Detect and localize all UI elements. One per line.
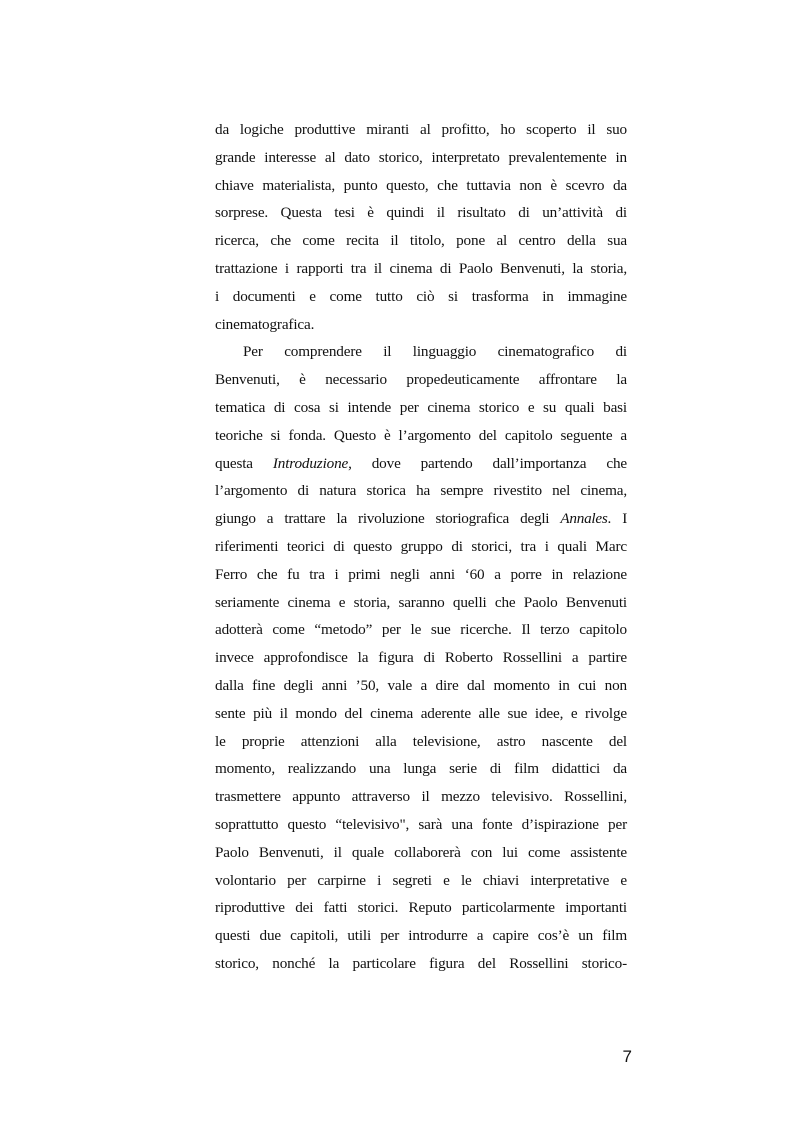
text-segment: riferimenti teorici di questo gruppo di storici, tra i quali Marc (215, 537, 627, 555)
text-segment: Benvenuti, è necessario propedeuticamente affrontare la (215, 371, 627, 389)
text-line (215, 366, 627, 394)
text-line (215, 839, 627, 867)
text-line (215, 728, 627, 756)
text-segment: seriamente cinema e storia, saranno quelli che Paolo Benvenuti (215, 593, 627, 611)
text-line (215, 450, 627, 478)
text-segment: i documenti e come tutto ciò si trasforma in immagine (215, 287, 627, 305)
text-line (215, 700, 627, 728)
text-segment: riproduttive dei fatti storici. Reputo particolarmente importanti (215, 899, 627, 917)
text-line (215, 589, 627, 617)
text-line (215, 533, 627, 561)
text-segment: . I (607, 510, 627, 528)
text-segment: soprattutto questo “televisivo", sarà una fonte d’ispirazione per (215, 815, 627, 833)
italic-text: Annales (560, 510, 608, 528)
text-line (215, 867, 627, 895)
text-line (215, 144, 627, 172)
text-line (215, 561, 627, 589)
text-line (215, 783, 627, 811)
text-line (215, 922, 627, 950)
text-segment: trasmettere appunto attraverso il mezzo televisivo. Rossellini, (215, 788, 627, 806)
text-line (215, 255, 627, 283)
text-line (215, 199, 627, 227)
text-line (215, 477, 627, 505)
text-line (215, 311, 627, 339)
text-segment: adotterà come “metodo” per le sue ricerche. Il terzo capitolo (215, 621, 627, 639)
text-line (215, 950, 627, 978)
text-line (215, 616, 627, 644)
text-segment: momento, realizzando una lunga serie di film didattici da (215, 760, 627, 778)
text-line (215, 394, 627, 422)
text-segment: , dove partendo dall’importanza che (348, 454, 627, 472)
text-segment: le proprie attenzioni alla televisione, astro nascente del (215, 732, 627, 750)
text-line (215, 644, 627, 672)
text-segment: cinematografica. (215, 315, 315, 333)
text-segment: dalla fine degli anni ’50, vale a dire dal momento in cui non (215, 676, 627, 694)
text-segment: sorprese. Questa tesi è quindi il risultato di un’attività di (215, 204, 627, 222)
text-segment: da logiche produttive miranti al profitto, ho scoperto il suo (215, 121, 627, 138)
text-line (215, 422, 627, 450)
text-segment: Paolo Benvenuti, il quale collaborerà con lui come assistente (215, 843, 627, 861)
text-segment: teoriche si fonda. Questo è l’argomento del capitolo seguente a (215, 426, 627, 444)
text-segment: Ferro che fu tra i primi negli anni ‘60 a porre in relazione (215, 565, 627, 583)
text-line (215, 894, 627, 922)
text-segment: grande interesse al dato storico, interpretato prevalentemente in (215, 148, 627, 166)
text-segment: invece approfondisce la figura di Roberto Rossellini a partire (215, 649, 627, 667)
text-segment: l’argomento di natura storica ha sempre rivestito nel cinema, (215, 482, 627, 500)
italic-text: Introduzione (272, 454, 349, 472)
text-segment: questa (215, 454, 273, 472)
text-segment: tematica di cosa si intende per cinema storico e su quali basi (215, 398, 627, 416)
text-line (215, 172, 627, 200)
text-line (215, 116, 627, 144)
text-segment: volontario per carpirne i segreti e le chiavi interpretative e (215, 871, 627, 889)
text-segment: storico, nonché la particolare figura del Rossellini storico- (215, 954, 627, 972)
text-line (215, 672, 627, 700)
text-segment: giungo a trattare la rivoluzione storiografica degli (215, 510, 561, 528)
text-segment: sente più il mondo del cinema aderente alle sue idee, e rivolge (215, 704, 627, 722)
text-segment: Per comprendere il linguaggio cinematografico di (243, 343, 627, 361)
text-line (215, 755, 627, 783)
text-line (215, 505, 627, 533)
text-segment: trattazione i rapporti tra il cinema di Paolo Benvenuti, la storia, (215, 259, 627, 277)
text-segment: questi due capitoli, utili per introdurre a capire cos’è un film (215, 927, 627, 945)
text-line (215, 283, 627, 311)
text-line (215, 338, 627, 366)
page-number: 7 (622, 1047, 632, 1066)
text-line (215, 227, 627, 255)
body-text (215, 116, 627, 978)
text-segment: chiave materialista, punto questo, che tuttavia non è scevro da (215, 176, 627, 194)
text-segment: ricerca, che come recita il titolo, pone al centro della sua (215, 232, 627, 250)
text-line (215, 811, 627, 839)
